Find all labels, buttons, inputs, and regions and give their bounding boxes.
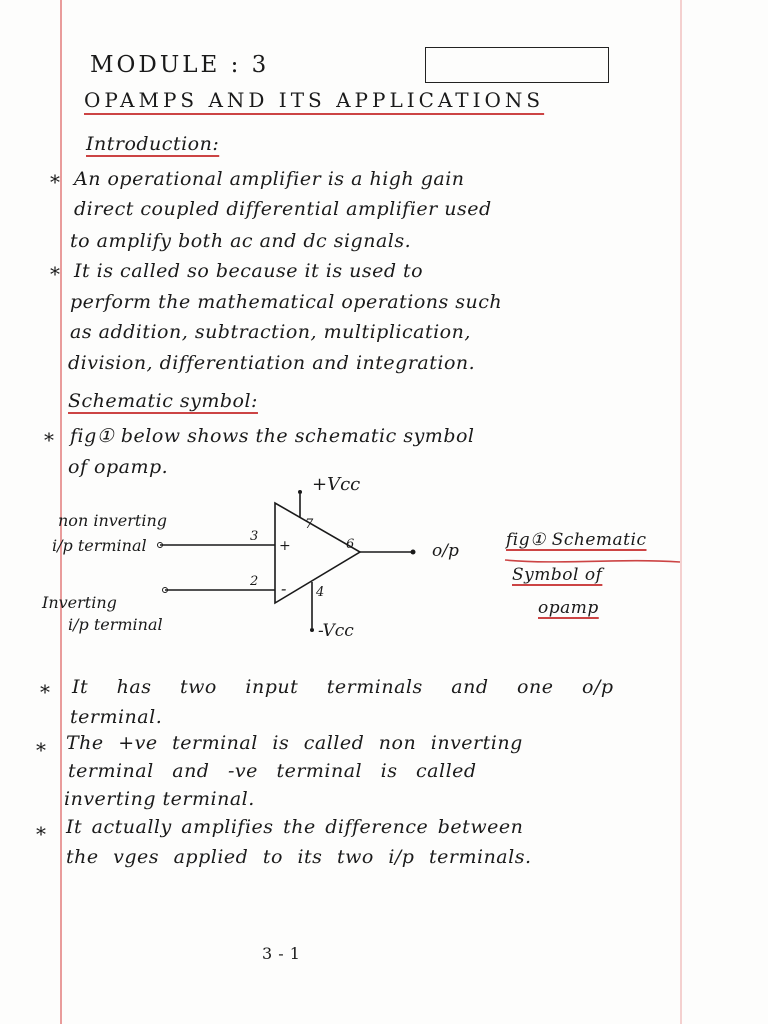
module-title: MODULE : 3 <box>90 52 270 78</box>
label-vcc-pos: +Vcc <box>312 474 361 495</box>
label-pin4: 4 <box>316 585 325 600</box>
label-noninv-2: i/p terminal <box>52 536 147 555</box>
after-bullet1-line2: terminal. <box>70 706 163 728</box>
blank-box <box>425 47 609 83</box>
terminal-inverting-dot <box>163 588 168 593</box>
figure-caption-line2: Symbol of <box>512 565 603 585</box>
underline-caption <box>505 560 680 562</box>
figure-caption-line3: opamp <box>538 598 599 618</box>
opamp-triangle <box>275 503 360 603</box>
margin-line-left <box>60 0 62 1024</box>
intro-bullet2-line1: It is called so because it is used to <box>74 260 424 282</box>
intro-bullet1-line1: An operational amplifier is a high gain <box>74 168 465 190</box>
label-vcc-neg: -Vcc <box>318 621 354 641</box>
bullet-marker: * <box>50 262 61 286</box>
label-inv-1: Inverting <box>42 593 117 612</box>
bullet-marker: * <box>40 680 51 704</box>
label-noninv-1: non inverting <box>58 511 167 530</box>
terminal-vcc-neg-dot <box>310 628 314 632</box>
bullet-marker: * <box>36 738 47 762</box>
label-minus: - <box>281 579 287 598</box>
label-pin7: 7 <box>305 517 314 532</box>
intro-bullet2-line3: as addition, subtraction, multiplication, <box>70 321 471 343</box>
label-output: o/p <box>432 541 459 561</box>
label-pin2: 2 <box>250 574 259 589</box>
after-bullet2-line3: inverting terminal. <box>64 788 255 810</box>
bullet-marker: * <box>44 428 55 452</box>
intro-bullet2-line2: perform the mathematical operations such <box>70 291 503 313</box>
after-bullet2-line2: terminal and -ve terminal is called <box>68 760 477 782</box>
after-bullet2-line1: The +ve terminal is called non inverting <box>66 732 523 754</box>
label-pin6: 6 <box>346 537 355 552</box>
label-plus: + <box>279 538 291 554</box>
page-number: 3 - 1 <box>262 944 301 963</box>
schematic-bullet-line1: fig① below shows the schematic symbol <box>70 425 475 447</box>
bullet-marker: * <box>36 822 47 846</box>
label-pin3: 3 <box>250 529 259 544</box>
bullet-marker: * <box>50 170 61 194</box>
terminal-noninverting-dot <box>158 543 163 548</box>
margin-line-right <box>680 0 682 1024</box>
module-subtitle: OPAMPS AND ITS APPLICATIONS <box>84 88 545 112</box>
intro-bullet1-line2: direct coupled differential amplifier used <box>74 198 492 220</box>
schematic-heading: Schematic symbol: <box>68 390 258 412</box>
intro-heading: Introduction: <box>86 133 220 155</box>
label-inv-2: i/p terminal <box>68 615 163 634</box>
terminal-output-dot <box>411 550 416 555</box>
intro-bullet2-line4: division, differentiation and integration. <box>68 352 476 374</box>
after-bullet1-line1: It has two input terminals and one o/p <box>72 676 614 698</box>
intro-bullet1-line3: to amplify both ac and dc signals. <box>70 230 412 252</box>
terminal-vcc-pos-dot <box>298 490 302 494</box>
figure-caption-line1: fig① Schematic <box>506 530 647 550</box>
after-bullet3-line1: It actually amplifies the difference between <box>66 816 524 838</box>
schematic-bullet-line2: of opamp. <box>68 456 169 478</box>
after-bullet3-line2: the vges applied to its two i/p terminals. <box>66 846 532 868</box>
